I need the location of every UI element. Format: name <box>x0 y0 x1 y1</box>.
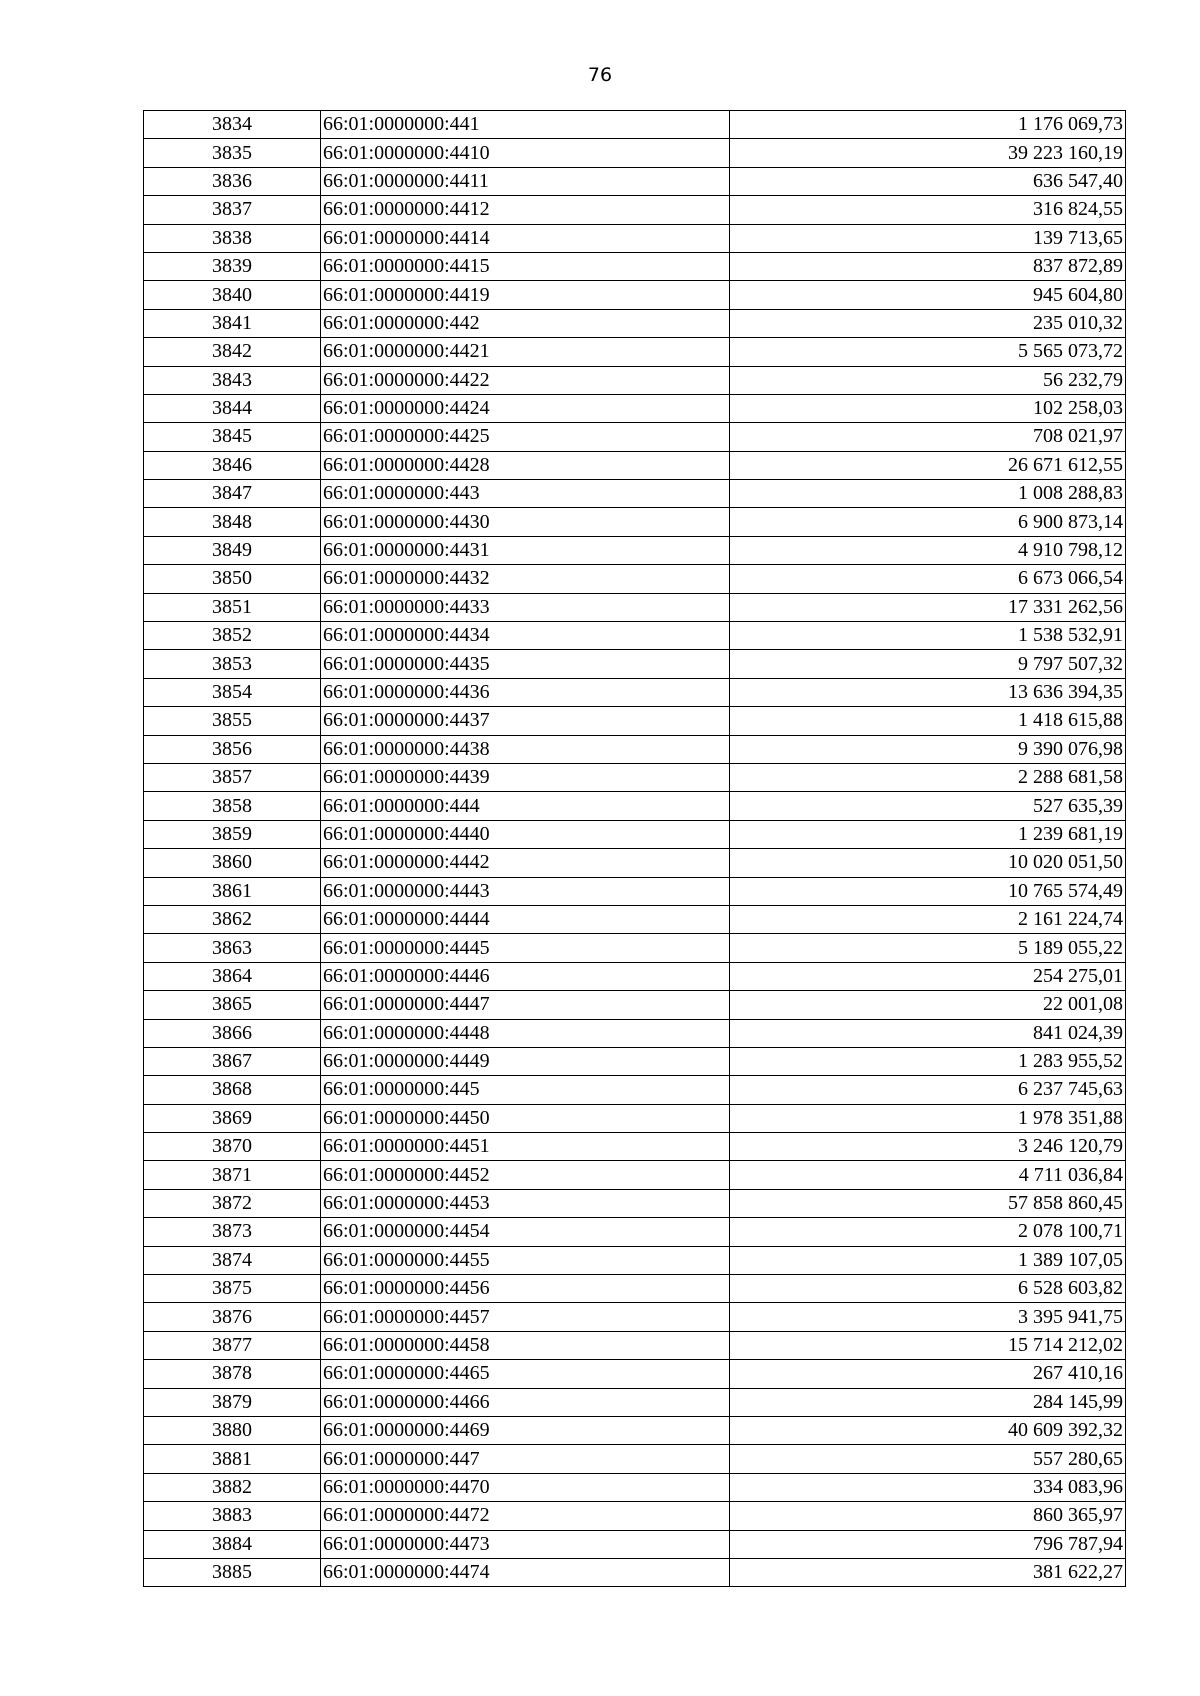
table-row <box>144 167 1126 195</box>
table-row <box>144 1558 1126 1586</box>
table-row <box>144 224 1126 252</box>
cadastral-number-cell: 66:01:0000000:4449 <box>321 1047 730 1075</box>
table-row <box>144 1360 1126 1388</box>
cadastral-value-cell: 4 711 036,84 <box>730 1161 1126 1189</box>
cadastral-number-cell: 66:01:0000000:4454 <box>321 1218 730 1246</box>
table-row <box>144 366 1126 394</box>
row-number-cell: 3878 <box>144 1360 321 1388</box>
cadastral-value-cell: 22 001,08 <box>730 991 1126 1019</box>
cadastral-number-cell: 66:01:0000000:441 <box>321 111 730 139</box>
cadastral-number-cell: 66:01:0000000:4421 <box>321 338 730 366</box>
cadastral-value-cell: 6 237 745,63 <box>730 1076 1126 1104</box>
table-row <box>144 735 1126 763</box>
cadastral-number-cell: 66:01:0000000:4414 <box>321 224 730 252</box>
cadastral-value-cell: 26 671 612,55 <box>730 451 1126 479</box>
cadastral-value-cell: 1 239 681,19 <box>730 820 1126 848</box>
cadastral-number-cell: 66:01:0000000:4473 <box>321 1530 730 1558</box>
table-row <box>144 196 1126 224</box>
table-row <box>144 252 1126 280</box>
cadastral-number-cell: 66:01:0000000:4446 <box>321 962 730 990</box>
table-row <box>144 1416 1126 1444</box>
row-number-cell: 3842 <box>144 338 321 366</box>
cadastral-number-cell: 66:01:0000000:4472 <box>321 1502 730 1530</box>
cadastral-number-cell: 66:01:0000000:445 <box>321 1076 730 1104</box>
cadastral-number-cell: 66:01:0000000:4452 <box>321 1161 730 1189</box>
row-number-cell: 3847 <box>144 480 321 508</box>
cadastral-number-cell: 66:01:0000000:4439 <box>321 763 730 791</box>
row-number-cell: 3839 <box>144 252 321 280</box>
table-row <box>144 622 1126 650</box>
cadastral-value-cell: 5 565 073,72 <box>730 338 1126 366</box>
row-number-cell: 3840 <box>144 281 321 309</box>
row-number-cell: 3863 <box>144 934 321 962</box>
table-row <box>144 139 1126 167</box>
cadastral-value-cell: 527 635,39 <box>730 792 1126 820</box>
table-row <box>144 1303 1126 1331</box>
cadastral-value-cell: 13 636 394,35 <box>730 678 1126 706</box>
cadastral-value-cell: 557 280,65 <box>730 1445 1126 1473</box>
table-row <box>144 1189 1126 1217</box>
row-number-cell: 3873 <box>144 1218 321 1246</box>
table-row <box>144 962 1126 990</box>
cadastral-value-cell: 1 389 107,05 <box>730 1246 1126 1274</box>
row-number-cell: 3867 <box>144 1047 321 1075</box>
cadastral-value-cell: 6 900 873,14 <box>730 508 1126 536</box>
cadastral-value-cell: 267 410,16 <box>730 1360 1126 1388</box>
cadastral-number-cell: 66:01:0000000:4437 <box>321 707 730 735</box>
cadastral-number-cell: 66:01:0000000:4434 <box>321 622 730 650</box>
row-number-cell: 3875 <box>144 1275 321 1303</box>
cadastral-number-cell: 66:01:0000000:4444 <box>321 905 730 933</box>
cadastral-value-cell: 860 365,97 <box>730 1502 1126 1530</box>
cadastral-number-cell: 66:01:0000000:4436 <box>321 678 730 706</box>
table-row <box>144 1331 1126 1359</box>
row-number-cell: 3851 <box>144 593 321 621</box>
row-number-cell: 3841 <box>144 309 321 337</box>
table-row <box>144 934 1126 962</box>
table-row <box>144 309 1126 337</box>
cadastral-number-cell: 66:01:0000000:4447 <box>321 991 730 1019</box>
cadastral-number-cell: 66:01:0000000:4433 <box>321 593 730 621</box>
cadastral-number-cell: 66:01:0000000:4450 <box>321 1104 730 1132</box>
table-row <box>144 536 1126 564</box>
cadastral-number-cell: 66:01:0000000:4458 <box>321 1331 730 1359</box>
row-number-cell: 3857 <box>144 763 321 791</box>
cadastral-value-cell: 945 604,80 <box>730 281 1126 309</box>
table-row <box>144 423 1126 451</box>
table-row <box>144 1047 1126 1075</box>
cadastral-value-cell: 837 872,89 <box>730 252 1126 280</box>
table-row <box>144 707 1126 735</box>
row-number-cell: 3858 <box>144 792 321 820</box>
cadastral-value-cell: 2 161 224,74 <box>730 905 1126 933</box>
cadastral-value-cell: 139 713,65 <box>730 224 1126 252</box>
cadastral-number-cell: 66:01:0000000:4410 <box>321 139 730 167</box>
row-number-cell: 3852 <box>144 622 321 650</box>
cadastral-value-cell: 1 978 351,88 <box>730 1104 1126 1132</box>
cadastral-value-cell: 3 395 941,75 <box>730 1303 1126 1331</box>
cadastral-number-cell: 66:01:0000000:442 <box>321 309 730 337</box>
row-number-cell: 3880 <box>144 1416 321 1444</box>
table-row <box>144 849 1126 877</box>
cadastral-value-cell: 254 275,01 <box>730 962 1126 990</box>
cadastral-value-cell: 316 824,55 <box>730 196 1126 224</box>
row-number-cell: 3845 <box>144 423 321 451</box>
cadastral-value-cell: 17 331 262,56 <box>730 593 1126 621</box>
cadastral-value-cell: 39 223 160,19 <box>730 139 1126 167</box>
cadastral-number-cell: 66:01:0000000:444 <box>321 792 730 820</box>
cadastral-number-cell: 66:01:0000000:4425 <box>321 423 730 451</box>
table-row <box>144 1019 1126 1047</box>
row-number-cell: 3836 <box>144 167 321 195</box>
table-row <box>144 820 1126 848</box>
cadastral-number-cell: 66:01:0000000:4424 <box>321 394 730 422</box>
cadastral-value-cell: 2 078 100,71 <box>730 1218 1126 1246</box>
table-row <box>144 1218 1126 1246</box>
cadastral-number-cell: 66:01:0000000:4465 <box>321 1360 730 1388</box>
row-number-cell: 3848 <box>144 508 321 536</box>
row-number-cell: 3872 <box>144 1189 321 1217</box>
cadastral-value-cell: 2 288 681,58 <box>730 763 1126 791</box>
table-row <box>144 905 1126 933</box>
cadastral-value-cell: 636 547,40 <box>730 167 1126 195</box>
table-row <box>144 565 1126 593</box>
row-number-cell: 3876 <box>144 1303 321 1331</box>
table-body <box>144 111 1126 1587</box>
cadastral-number-cell: 66:01:0000000:4455 <box>321 1246 730 1274</box>
table-row <box>144 877 1126 905</box>
row-number-cell: 3835 <box>144 139 321 167</box>
cadastral-number-cell: 66:01:0000000:443 <box>321 480 730 508</box>
row-number-cell: 3862 <box>144 905 321 933</box>
cadastral-number-cell: 66:01:0000000:4428 <box>321 451 730 479</box>
row-number-cell: 3856 <box>144 735 321 763</box>
table-row <box>144 1502 1126 1530</box>
table-row <box>144 1161 1126 1189</box>
cadastral-number-cell: 66:01:0000000:4440 <box>321 820 730 848</box>
table-row <box>144 763 1126 791</box>
row-number-cell: 3879 <box>144 1388 321 1416</box>
cadastral-number-cell: 66:01:0000000:4445 <box>321 934 730 962</box>
cadastral-number-cell: 66:01:0000000:4456 <box>321 1275 730 1303</box>
cadastral-value-cell: 102 258,03 <box>730 394 1126 422</box>
cadastral-value-cell: 5 189 055,22 <box>730 934 1126 962</box>
table-row <box>144 792 1126 820</box>
cadastral-value-cell: 4 910 798,12 <box>730 536 1126 564</box>
table-row <box>144 1133 1126 1161</box>
table-row <box>144 1246 1126 1274</box>
row-number-cell: 3881 <box>144 1445 321 1473</box>
cadastral-value-cell: 1 538 532,91 <box>730 622 1126 650</box>
row-number-cell: 3885 <box>144 1558 321 1586</box>
row-number-cell: 3860 <box>144 849 321 877</box>
cadastral-number-cell: 66:01:0000000:4415 <box>321 252 730 280</box>
row-number-cell: 3846 <box>144 451 321 479</box>
cadastral-number-cell: 66:01:0000000:4438 <box>321 735 730 763</box>
cadastral-number-cell: 66:01:0000000:4469 <box>321 1416 730 1444</box>
row-number-cell: 3865 <box>144 991 321 1019</box>
row-number-cell: 3834 <box>144 111 321 139</box>
row-number-cell: 3866 <box>144 1019 321 1047</box>
row-number-cell: 3882 <box>144 1473 321 1501</box>
cadastral-number-cell: 66:01:0000000:4442 <box>321 849 730 877</box>
page-number: 76 <box>587 64 613 86</box>
cadastral-number-cell: 66:01:0000000:4474 <box>321 1558 730 1586</box>
table-row <box>144 1473 1126 1501</box>
table-row <box>144 593 1126 621</box>
cadastral-value-cell: 381 622,27 <box>730 1558 1126 1586</box>
cadastral-number-cell: 66:01:0000000:4466 <box>321 1388 730 1416</box>
table-row <box>144 991 1126 1019</box>
cadastral-number-cell: 66:01:0000000:4470 <box>321 1473 730 1501</box>
table-row <box>144 480 1126 508</box>
cadastral-value-cell: 10 020 051,50 <box>730 849 1126 877</box>
row-number-cell: 3864 <box>144 962 321 990</box>
table-row <box>144 508 1126 536</box>
row-number-cell: 3870 <box>144 1133 321 1161</box>
cadastral-value-cell: 56 232,79 <box>730 366 1126 394</box>
cadastral-value-cell: 708 021,97 <box>730 423 1126 451</box>
cadastral-number-cell: 66:01:0000000:4448 <box>321 1019 730 1047</box>
row-number-cell: 3843 <box>144 366 321 394</box>
cadastral-value-cell: 334 083,96 <box>730 1473 1126 1501</box>
table-row <box>144 1388 1126 1416</box>
row-number-cell: 3874 <box>144 1246 321 1274</box>
row-number-cell: 3869 <box>144 1104 321 1132</box>
cadastral-number-cell: 66:01:0000000:4443 <box>321 877 730 905</box>
cadastral-number-cell: 66:01:0000000:4419 <box>321 281 730 309</box>
cadastral-value-cell: 10 765 574,49 <box>730 877 1126 905</box>
cadastral-value-cell: 9 390 076,98 <box>730 735 1126 763</box>
row-number-cell: 3868 <box>144 1076 321 1104</box>
row-number-cell: 3883 <box>144 1502 321 1530</box>
row-number-cell: 3849 <box>144 536 321 564</box>
row-number-cell: 3859 <box>144 820 321 848</box>
cadastral-number-cell: 66:01:0000000:4411 <box>321 167 730 195</box>
cadastral-number-cell: 66:01:0000000:4430 <box>321 508 730 536</box>
row-number-cell: 3844 <box>144 394 321 422</box>
row-number-cell: 3853 <box>144 650 321 678</box>
cadastral-value-cell: 15 714 212,02 <box>730 1331 1126 1359</box>
table-row <box>144 650 1126 678</box>
table-row <box>144 678 1126 706</box>
table-row <box>144 1445 1126 1473</box>
cadastral-value-cell: 6 528 603,82 <box>730 1275 1126 1303</box>
table-row <box>144 451 1126 479</box>
cadastral-value-cell: 9 797 507,32 <box>730 650 1126 678</box>
cadastral-value-cell: 841 024,39 <box>730 1019 1126 1047</box>
row-number-cell: 3854 <box>144 678 321 706</box>
cadastral-value-cell: 796 787,94 <box>730 1530 1126 1558</box>
row-number-cell: 3838 <box>144 224 321 252</box>
row-number-cell: 3837 <box>144 196 321 224</box>
cadastral-number-cell: 66:01:0000000:4457 <box>321 1303 730 1331</box>
cadastral-value-cell: 284 145,99 <box>730 1388 1126 1416</box>
row-number-cell: 3850 <box>144 565 321 593</box>
cadastral-number-cell: 66:01:0000000:4412 <box>321 196 730 224</box>
table-row <box>144 394 1126 422</box>
row-number-cell: 3884 <box>144 1530 321 1558</box>
cadastral-value-cell: 57 858 860,45 <box>730 1189 1126 1217</box>
cadastral-value-cell: 3 246 120,79 <box>730 1133 1126 1161</box>
cadastral-number-cell: 66:01:0000000:4432 <box>321 565 730 593</box>
row-number-cell: 3871 <box>144 1161 321 1189</box>
row-number-cell: 3855 <box>144 707 321 735</box>
cadastral-value-cell: 235 010,32 <box>730 309 1126 337</box>
cadastral-number-cell: 66:01:0000000:4431 <box>321 536 730 564</box>
cadastral-number-cell: 66:01:0000000:4453 <box>321 1189 730 1217</box>
cadastral-value-cell: 6 673 066,54 <box>730 565 1126 593</box>
table-row <box>144 338 1126 366</box>
cadastral-value-cell: 1 176 069,73 <box>730 111 1126 139</box>
cadastral-number-cell: 66:01:0000000:4451 <box>321 1133 730 1161</box>
cadastral-value-cell: 40 609 392,32 <box>730 1416 1126 1444</box>
table-row <box>144 1275 1126 1303</box>
table-row <box>144 281 1126 309</box>
cadastral-value-cell: 1 008 288,83 <box>730 480 1126 508</box>
cadastral-number-cell: 66:01:0000000:4435 <box>321 650 730 678</box>
table-row <box>144 1104 1126 1132</box>
table-row <box>144 1530 1126 1558</box>
cadastral-value-table <box>143 110 1126 1587</box>
cadastral-value-cell: 1 418 615,88 <box>730 707 1126 735</box>
row-number-cell: 3877 <box>144 1331 321 1359</box>
table-row <box>144 1076 1126 1104</box>
cadastral-number-cell: 66:01:0000000:447 <box>321 1445 730 1473</box>
cadastral-value-cell: 1 283 955,52 <box>730 1047 1126 1075</box>
cadastral-number-cell: 66:01:0000000:4422 <box>321 366 730 394</box>
table-row <box>144 111 1126 139</box>
row-number-cell: 3861 <box>144 877 321 905</box>
